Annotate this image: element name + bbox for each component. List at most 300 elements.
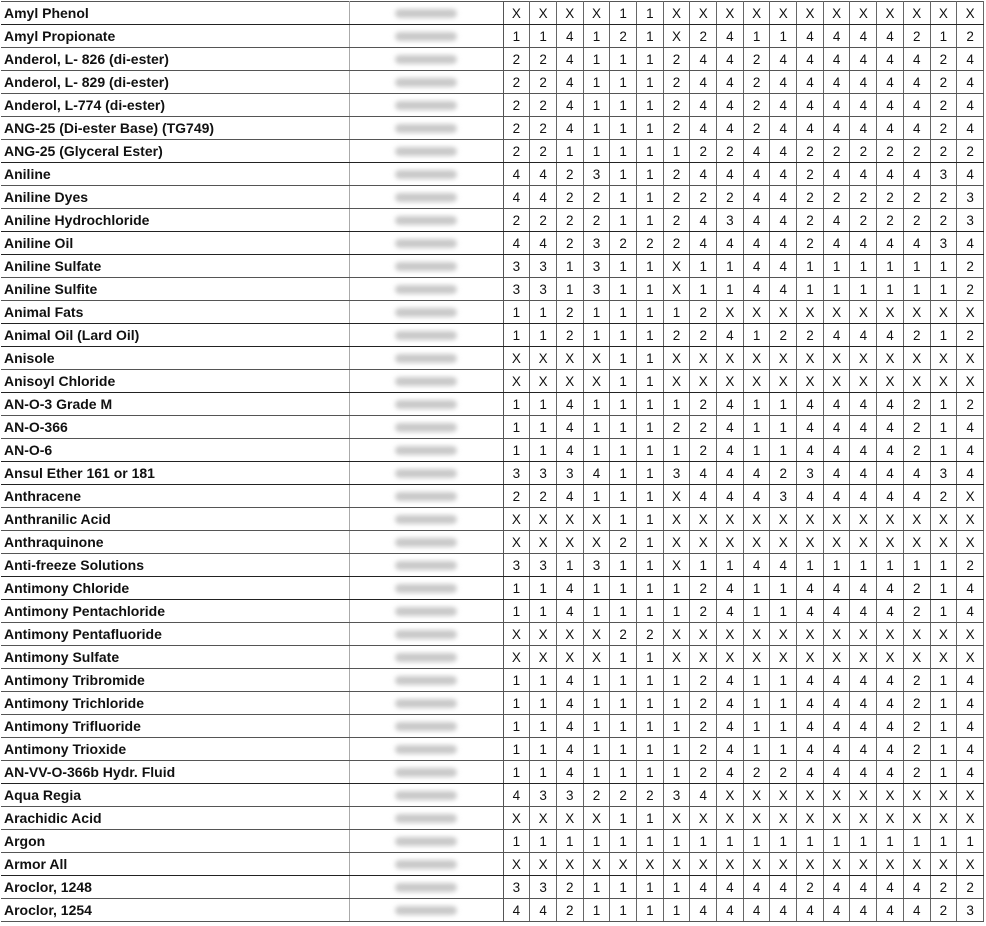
redacted-cas-number <box>349 186 503 209</box>
rating-cell: 4 <box>797 761 824 784</box>
rating-cell: 1 <box>743 692 770 715</box>
rating-cell: 1 <box>503 669 530 692</box>
blurred-text <box>395 584 457 593</box>
rating-cell: 4 <box>877 899 904 922</box>
rating-cell: 1 <box>743 577 770 600</box>
rating-cell: 2 <box>743 117 770 140</box>
table-row <box>1 485 984 508</box>
rating-cell: X <box>690 853 717 876</box>
blurred-text <box>395 653 457 662</box>
rating-cell: 2 <box>530 71 557 94</box>
rating-cell: 2 <box>503 209 530 232</box>
rating-cell: X <box>690 347 717 370</box>
rating-cell: 1 <box>583 301 610 324</box>
rating-cell: 4 <box>903 71 930 94</box>
rating-cell: 1 <box>610 508 637 531</box>
rating-cell: 1 <box>850 554 877 577</box>
rating-cell: X <box>717 301 744 324</box>
table-row <box>1 48 984 71</box>
rating-cell: 1 <box>636 140 663 163</box>
rating-cell: 1 <box>636 715 663 738</box>
rating-cell: 1 <box>770 600 797 623</box>
rating-cell: 1 <box>610 71 637 94</box>
rating-cell: 1 <box>743 600 770 623</box>
rating-cell: 4 <box>850 600 877 623</box>
rating-cell: 2 <box>690 439 717 462</box>
rating-cell: 4 <box>743 140 770 163</box>
rating-cell: 1 <box>797 278 824 301</box>
rating-cell: 4 <box>690 784 717 807</box>
rating-cell: X <box>717 370 744 393</box>
rating-cell: 1 <box>636 807 663 830</box>
redacted-cas-number <box>349 485 503 508</box>
rating-cell: 4 <box>556 715 583 738</box>
rating-cell: 1 <box>610 577 637 600</box>
rating-cell: X <box>903 807 930 830</box>
rating-cell: 4 <box>957 715 984 738</box>
rating-cell: 1 <box>503 577 530 600</box>
rating-cell: 4 <box>823 738 850 761</box>
rating-cell: 3 <box>583 163 610 186</box>
rating-cell: X <box>850 646 877 669</box>
rating-cell: X <box>903 2 930 25</box>
rating-cell: 4 <box>743 554 770 577</box>
rating-cell: X <box>717 347 744 370</box>
rating-cell: X <box>743 646 770 669</box>
rating-cell: X <box>530 347 557 370</box>
rating-cell: 3 <box>530 462 557 485</box>
rating-cell: 4 <box>957 462 984 485</box>
rating-cell: 2 <box>930 899 957 922</box>
rating-cell: 3 <box>957 209 984 232</box>
blurred-text <box>395 124 457 133</box>
rating-cell: X <box>663 25 690 48</box>
blurred-text <box>395 400 457 409</box>
rating-cell: 1 <box>530 25 557 48</box>
blurred-text <box>395 492 457 501</box>
rating-cell: 1 <box>743 393 770 416</box>
rating-cell: X <box>850 807 877 830</box>
rating-cell: 4 <box>770 94 797 117</box>
rating-cell: 2 <box>583 784 610 807</box>
rating-cell: 4 <box>903 94 930 117</box>
chemical-name: Aniline Oil <box>1 232 349 255</box>
chemical-name: Antimony Pentafluoride <box>1 623 349 646</box>
chemical-name: Animal Oil (Lard Oil) <box>1 324 349 347</box>
rating-cell: X <box>556 2 583 25</box>
rating-cell: 4 <box>823 669 850 692</box>
rating-cell: 1 <box>690 255 717 278</box>
rating-cell: 4 <box>743 278 770 301</box>
rating-cell: 3 <box>930 462 957 485</box>
rating-cell: 1 <box>610 462 637 485</box>
rating-cell: 1 <box>503 393 530 416</box>
rating-cell: 4 <box>957 761 984 784</box>
rating-cell: 2 <box>877 209 904 232</box>
rating-cell: 2 <box>690 324 717 347</box>
rating-cell: X <box>663 278 690 301</box>
rating-cell: 3 <box>663 784 690 807</box>
table-row <box>1 393 984 416</box>
rating-cell: 4 <box>797 25 824 48</box>
rating-cell: 1 <box>583 94 610 117</box>
rating-cell: X <box>877 301 904 324</box>
rating-cell: 1 <box>663 393 690 416</box>
rating-cell: 1 <box>690 830 717 853</box>
rating-cell: 3 <box>663 462 690 485</box>
table-row <box>1 25 984 48</box>
rating-cell: X <box>583 646 610 669</box>
rating-cell: 1 <box>583 899 610 922</box>
rating-cell: 1 <box>636 163 663 186</box>
rating-cell: 4 <box>770 899 797 922</box>
rating-cell: 1 <box>636 761 663 784</box>
rating-cell: 1 <box>850 255 877 278</box>
rating-cell: 2 <box>850 186 877 209</box>
blurred-text <box>395 676 457 685</box>
rating-cell: 2 <box>903 209 930 232</box>
chemical-name: Anderol, L- 829 (di-ester) <box>1 71 349 94</box>
rating-cell: X <box>823 807 850 830</box>
rating-cell: X <box>770 531 797 554</box>
rating-cell: 1 <box>636 324 663 347</box>
rating-cell: X <box>903 531 930 554</box>
rating-cell: 4 <box>823 209 850 232</box>
rating-cell: 1 <box>636 393 663 416</box>
rating-cell: 1 <box>530 669 557 692</box>
chemical-name: Antimony Tribromide <box>1 669 349 692</box>
rating-cell: X <box>583 2 610 25</box>
chemical-name: Anderol, L- 826 (di-ester) <box>1 48 349 71</box>
rating-cell: 2 <box>957 255 984 278</box>
rating-cell: 4 <box>957 738 984 761</box>
rating-cell: 4 <box>877 94 904 117</box>
blurred-text <box>395 55 457 64</box>
rating-cell: 4 <box>850 876 877 899</box>
redacted-cas-number <box>349 508 503 531</box>
rating-cell: 4 <box>503 899 530 922</box>
rating-cell: X <box>663 485 690 508</box>
chemical-name: AN-O-366 <box>1 416 349 439</box>
rating-cell: X <box>957 784 984 807</box>
rating-cell: 4 <box>823 876 850 899</box>
rating-cell: 2 <box>663 48 690 71</box>
redacted-cas-number <box>349 876 503 899</box>
rating-cell: 1 <box>636 600 663 623</box>
rating-cell: 1 <box>770 669 797 692</box>
rating-cell: 1 <box>583 600 610 623</box>
redacted-cas-number <box>349 853 503 876</box>
chemical-name: Antimony Trifluoride <box>1 715 349 738</box>
rating-cell: X <box>930 853 957 876</box>
rating-cell: 1 <box>930 324 957 347</box>
blurred-text <box>395 78 457 87</box>
rating-cell: 2 <box>957 140 984 163</box>
rating-cell: 4 <box>823 232 850 255</box>
rating-cell: 2 <box>850 140 877 163</box>
rating-cell: 1 <box>583 715 610 738</box>
rating-cell: 4 <box>957 692 984 715</box>
rating-cell: 2 <box>610 232 637 255</box>
rating-cell: 4 <box>877 738 904 761</box>
rating-cell: 2 <box>530 117 557 140</box>
rating-cell: 2 <box>663 117 690 140</box>
rating-cell: X <box>663 554 690 577</box>
rating-cell: 4 <box>743 462 770 485</box>
rating-cell: 4 <box>877 462 904 485</box>
rating-cell: 1 <box>610 830 637 853</box>
rating-cell: X <box>930 807 957 830</box>
rating-cell: 1 <box>636 416 663 439</box>
rating-cell: 2 <box>663 94 690 117</box>
rating-cell: 2 <box>610 623 637 646</box>
rating-cell: 1 <box>903 255 930 278</box>
rating-cell: 1 <box>743 439 770 462</box>
rating-cell: 3 <box>770 485 797 508</box>
rating-cell: 2 <box>930 485 957 508</box>
rating-cell: 4 <box>797 117 824 140</box>
rating-cell: 2 <box>903 416 930 439</box>
rating-cell: 1 <box>583 761 610 784</box>
rating-cell: 1 <box>770 416 797 439</box>
rating-cell: X <box>503 531 530 554</box>
rating-cell: 2 <box>797 876 824 899</box>
rating-cell: 1 <box>610 94 637 117</box>
rating-cell: 1 <box>503 715 530 738</box>
rating-cell: X <box>957 646 984 669</box>
chemical-name: Anisoyl Chloride <box>1 370 349 393</box>
rating-cell: 4 <box>717 163 744 186</box>
rating-cell: 4 <box>717 692 744 715</box>
rating-cell: 2 <box>556 876 583 899</box>
redacted-cas-number <box>349 577 503 600</box>
rating-cell: X <box>823 531 850 554</box>
rating-cell: 1 <box>610 324 637 347</box>
rating-cell: 1 <box>530 600 557 623</box>
blurred-text <box>395 354 457 363</box>
rating-cell: 1 <box>530 738 557 761</box>
rating-cell: 4 <box>957 48 984 71</box>
rating-cell: 4 <box>823 899 850 922</box>
rating-cell: X <box>530 623 557 646</box>
chemical-name: Anisole <box>1 347 349 370</box>
rating-cell: 1 <box>636 94 663 117</box>
rating-cell: 4 <box>690 94 717 117</box>
rating-cell: 1 <box>530 439 557 462</box>
rating-cell: 1 <box>636 209 663 232</box>
rating-cell: X <box>770 853 797 876</box>
rating-cell: 1 <box>743 25 770 48</box>
rating-cell: 2 <box>530 94 557 117</box>
rating-cell: X <box>690 807 717 830</box>
table-row <box>1 623 984 646</box>
rating-cell: X <box>957 347 984 370</box>
rating-cell: 4 <box>770 48 797 71</box>
rating-cell: X <box>770 807 797 830</box>
blurred-text <box>395 308 457 317</box>
rating-cell: X <box>957 485 984 508</box>
rating-cell: 4 <box>503 186 530 209</box>
rating-cell: 1 <box>930 830 957 853</box>
chemical-name: AN-VV-O-366b Hydr. Fluid <box>1 761 349 784</box>
rating-cell: 2 <box>503 117 530 140</box>
redacted-cas-number <box>349 232 503 255</box>
rating-cell: 4 <box>877 439 904 462</box>
rating-cell: 4 <box>743 163 770 186</box>
blurred-text <box>395 515 457 524</box>
rating-cell: 4 <box>556 117 583 140</box>
rating-cell: 1 <box>663 715 690 738</box>
rating-cell: 4 <box>850 163 877 186</box>
rating-cell: 1 <box>823 830 850 853</box>
rating-cell: 2 <box>903 140 930 163</box>
rating-cell: X <box>663 807 690 830</box>
rating-cell: 4 <box>823 692 850 715</box>
rating-cell: 4 <box>556 600 583 623</box>
rating-cell: 2 <box>530 209 557 232</box>
rating-cell: 3 <box>503 278 530 301</box>
rating-cell: 4 <box>850 94 877 117</box>
redacted-cas-number <box>349 738 503 761</box>
rating-cell: X <box>823 370 850 393</box>
table-row <box>1 899 984 922</box>
rating-cell: X <box>903 370 930 393</box>
table-row <box>1 531 984 554</box>
rating-cell: 1 <box>610 347 637 370</box>
blurred-text <box>395 814 457 823</box>
rating-cell: 1 <box>930 25 957 48</box>
rating-cell: 4 <box>877 485 904 508</box>
blurred-text <box>395 216 457 225</box>
rating-cell: 3 <box>556 784 583 807</box>
rating-cell: 4 <box>583 462 610 485</box>
rating-cell: 1 <box>636 899 663 922</box>
rating-cell: 4 <box>797 738 824 761</box>
rating-cell: 2 <box>957 25 984 48</box>
rating-cell: X <box>770 347 797 370</box>
chemical-name: Aniline Dyes <box>1 186 349 209</box>
rating-cell: 1 <box>503 600 530 623</box>
rating-cell: 4 <box>556 761 583 784</box>
rating-cell: 2 <box>503 48 530 71</box>
rating-cell: 1 <box>663 600 690 623</box>
table-row <box>1 163 984 186</box>
rating-cell: 1 <box>930 761 957 784</box>
rating-cell: 4 <box>823 485 850 508</box>
rating-cell: X <box>636 853 663 876</box>
rating-cell: X <box>903 623 930 646</box>
rating-cell: 1 <box>610 738 637 761</box>
rating-cell: 4 <box>823 25 850 48</box>
rating-cell: 4 <box>850 715 877 738</box>
rating-cell: X <box>556 623 583 646</box>
rating-cell: 4 <box>877 48 904 71</box>
rating-cell: 1 <box>663 761 690 784</box>
rating-cell: 4 <box>690 48 717 71</box>
rating-cell: 2 <box>903 439 930 462</box>
rating-cell: 4 <box>823 163 850 186</box>
rating-cell: 2 <box>903 715 930 738</box>
chemical-name: Argon <box>1 830 349 853</box>
rating-cell: 1 <box>636 531 663 554</box>
blurred-text <box>395 837 457 846</box>
rating-cell: 1 <box>850 278 877 301</box>
rating-cell: 4 <box>903 232 930 255</box>
rating-cell: 2 <box>663 416 690 439</box>
rating-cell: 2 <box>903 324 930 347</box>
rating-cell: 4 <box>556 393 583 416</box>
rating-cell: 4 <box>877 163 904 186</box>
rating-cell: 4 <box>556 577 583 600</box>
redacted-cas-number <box>349 416 503 439</box>
rating-cell: 4 <box>556 48 583 71</box>
rating-cell: 2 <box>823 186 850 209</box>
rating-cell: X <box>690 2 717 25</box>
rating-cell: 1 <box>636 370 663 393</box>
redacted-cas-number <box>349 462 503 485</box>
rating-cell: 1 <box>610 554 637 577</box>
rating-cell: 1 <box>610 255 637 278</box>
rating-cell: 3 <box>530 554 557 577</box>
rating-cell: 4 <box>797 669 824 692</box>
chemical-name: Antimony Trioxide <box>1 738 349 761</box>
rating-cell: 4 <box>690 899 717 922</box>
rating-cell: X <box>877 623 904 646</box>
rating-cell: 4 <box>850 232 877 255</box>
rating-cell: 2 <box>556 899 583 922</box>
rating-cell: 2 <box>903 600 930 623</box>
rating-cell: 4 <box>877 761 904 784</box>
rating-cell: 2 <box>930 71 957 94</box>
table-row <box>1 462 984 485</box>
rating-cell: 1 <box>636 876 663 899</box>
rating-cell: X <box>743 347 770 370</box>
chemical-name: Anthranilic Acid <box>1 508 349 531</box>
chemical-name: Aqua Regia <box>1 784 349 807</box>
blurred-text <box>395 446 457 455</box>
rating-cell: 1 <box>903 554 930 577</box>
blurred-text <box>395 630 457 639</box>
rating-cell: 4 <box>770 278 797 301</box>
rating-cell: 4 <box>797 71 824 94</box>
rating-cell: 4 <box>877 692 904 715</box>
rating-cell: 1 <box>610 2 637 25</box>
rating-cell: 2 <box>903 738 930 761</box>
blurred-text <box>395 561 457 570</box>
chemical-compatibility-table <box>1 1 984 922</box>
rating-cell: 4 <box>556 439 583 462</box>
rating-cell: X <box>743 623 770 646</box>
rating-cell: 2 <box>903 186 930 209</box>
rating-cell: X <box>850 508 877 531</box>
blurred-text <box>395 469 457 478</box>
chemical-name: Aroclor, 1254 <box>1 899 349 922</box>
rating-cell: 2 <box>770 462 797 485</box>
rating-cell: 1 <box>610 485 637 508</box>
rating-cell: X <box>957 508 984 531</box>
rating-cell: 2 <box>743 94 770 117</box>
rating-cell: 1 <box>530 692 557 715</box>
rating-cell: 2 <box>930 186 957 209</box>
rating-cell: 1 <box>503 324 530 347</box>
rating-cell: 1 <box>530 393 557 416</box>
rating-cell: 1 <box>930 278 957 301</box>
rating-cell: 2 <box>556 324 583 347</box>
chemical-name: Antimony Sulfate <box>1 646 349 669</box>
rating-cell: 1 <box>930 416 957 439</box>
rating-cell: 1 <box>610 692 637 715</box>
rating-cell: X <box>850 531 877 554</box>
